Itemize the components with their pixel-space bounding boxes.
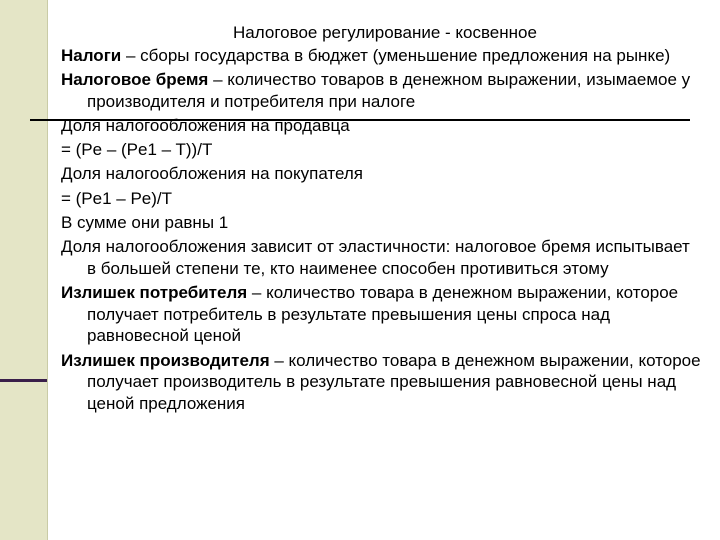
paragraph-elasticity: [61, 236, 701, 280]
paragraph-seller-formula: [61, 139, 701, 161]
decorative-side-accent: [0, 379, 47, 382]
paragraph-sum: [61, 212, 701, 234]
formula-buyer-share: = (Pe1 – Pe)/T: [61, 188, 173, 208]
text-elasticity: Доля налогообложения зависит от эластичности: налоговое бремя испытывает в большей степени те, кто наименее способен противиться этому: [61, 236, 690, 278]
paragraph-tax-burden: [61, 69, 701, 113]
definition-tax-burden: – количество товаров в денежном выражении, изымаемое у производителя и потребителя при налоге: [87, 69, 691, 111]
term-tax-burden: Налоговое бремя: [61, 69, 209, 89]
text-buyer-share: Доля налогообложения на покупателя: [61, 164, 364, 184]
term-producer-surplus: Излишек производителя: [61, 350, 270, 370]
text-sum: В сумме они равны 1: [61, 212, 229, 232]
slide-content: [61, 22, 701, 417]
definition-consumer-surplus: – количество товара в денежном выражении, которое получает потребитель в результате превышения цены спроса над равновесной ценой: [87, 282, 679, 346]
paragraph-producer-surplus: [61, 350, 701, 415]
slide-title: Налоговое регулирование - косвенное: [233, 23, 537, 42]
decorative-side-band: [0, 0, 48, 540]
paragraph-taxes: [61, 45, 701, 67]
paragraph-seller-share: [61, 115, 701, 137]
paragraph-buyer-share: [61, 163, 701, 185]
definition-producer-surplus: – количество товара в денежном выражении, которое получает производитель в результате превышения равновесной цены над ценой предложения: [87, 350, 701, 414]
term-taxes: Налоги: [61, 45, 122, 65]
paragraph-buyer-formula: [61, 188, 701, 210]
text-seller-share: Доля налогообложения на продавца: [61, 115, 350, 135]
formula-seller-share: = (Pe – (Pe1 – T))/T: [61, 140, 213, 160]
paragraph-consumer-surplus: [61, 282, 701, 347]
term-consumer-surplus: Излишек потребителя: [61, 282, 248, 302]
definition-taxes: – сборы государства в бюджет (уменьшение предложения на рынке): [121, 45, 671, 65]
